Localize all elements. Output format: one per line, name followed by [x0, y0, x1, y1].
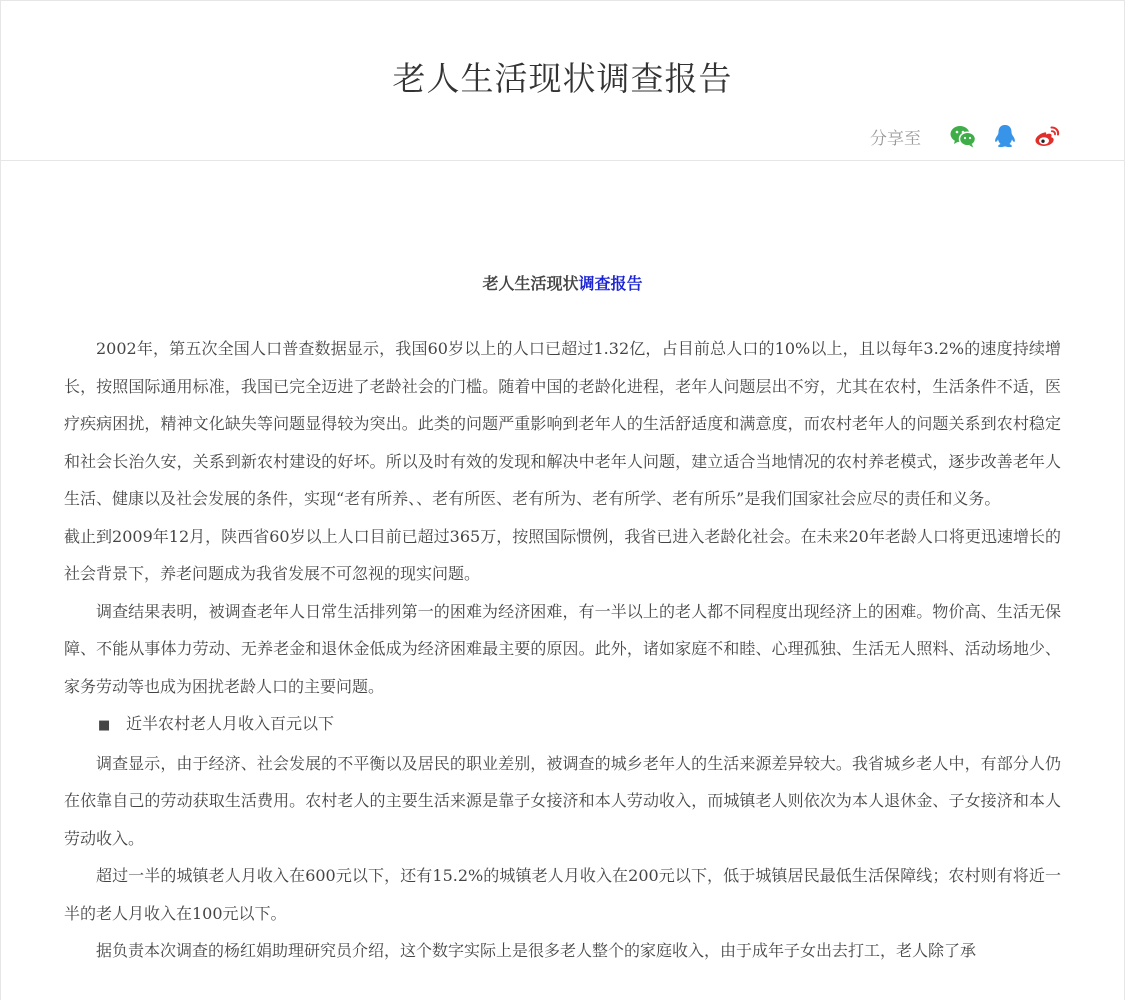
- paragraph: 超过一半的城镇老人月收入在600元以下，还有15.2%的城镇老人月收入在200元以下，低于城镇居民最低生活保障线；农村则有将近一半的老人月收入在100元以下。: [64, 866, 1061, 923]
- paragraph: 截止到2009年12月，陕西省60岁以上人口目前已超过365万，按照国际惯例，我省已进入老龄化社会。在未来20年老龄人口将更迅速增长的社会背景下，养老问题成为我省发展不可忽视的现实问题。: [64, 526, 1061, 583]
- paragraph: 调查显示，由于经济、社会发展的不平衡以及居民的职业差别，被调查的城乡老年人的生活来源差异较大。我省城乡老人中，有部分人仍在依靠自己的劳动获取生活费用。农村老人的主要生活来源是靠子女接济和本人劳动收入，而城镇老人则依次为本人退休金、子女接济和本人劳动收入。: [64, 753, 1061, 848]
- weibo-icon[interactable]: [1033, 123, 1061, 149]
- article-title: [64, 271, 1061, 294]
- article-title-link[interactable]: 调查报告: [578, 274, 643, 293]
- page-header: [1, 1, 1124, 161]
- subheading-text: 近半农村老人月收入百元以下: [126, 714, 335, 733]
- paragraph: 调查结果表明，被调查老年人日常生活排列第一的困难为经济困难，有一半以上的老人都不同程度出现经济上的困难。物价高、生活无保障、不能从事体力劳动、无养老金和退休金低成为经济困难最主要的原因。此外，诸如家庭不和睦、心理孤独、生活无人照料、活动场地少、家务劳动等也成为困扰老龄人口的主要问题。: [64, 601, 1061, 696]
- article-body: [64, 330, 1061, 970]
- qq-icon[interactable]: [991, 123, 1019, 149]
- wechat-icon[interactable]: [949, 123, 977, 149]
- bullet-icon: ■: [98, 718, 111, 733]
- paragraph: 2002年，第五次全国人口普查数据显示，我国60岁以上的人口已超过1.32亿，占目前总人口的10%以上，且以每年3.2%的速度持续增长，按照国际通用标准，我国已完全迈进了老龄社会的门槛。随着中国的老龄化进程，老年人问题层出不穷，尤其在农村，生活条件不适，医疗疾病困扰，精神文化缺失等问题显得较为突出。此类的问题严重影响到老年人的生活舒适度和满意度，而农村老年人的问题关系到农村稳定和社会长治久安，关系到新农村建设的好坏。所以及时有效的发现和解决中老年人问题，建立适合当地情况的农村养老模式，逐步改善老年人生活、健康以及社会发展的条件，实现“老有所养、、老有所医、老有所为、老有所学、老有所乐”是我们国家社会应尽的责任和义务。: [64, 339, 1061, 508]
- article: [64, 161, 1061, 970]
- article-title-text: 老人生活现状: [482, 274, 579, 293]
- paragraph: 据负责本次调查的杨红娟助理研究员介绍，这个数字实际上是很多老人整个的家庭收入，由于成年子女出去打工，老人除了承: [96, 941, 977, 960]
- subheading-bullet: [64, 705, 1061, 745]
- share-label: 分享至: [870, 128, 921, 149]
- page-title: 老人生活现状调查报告: [392, 59, 733, 98]
- share-bar: [870, 123, 1061, 149]
